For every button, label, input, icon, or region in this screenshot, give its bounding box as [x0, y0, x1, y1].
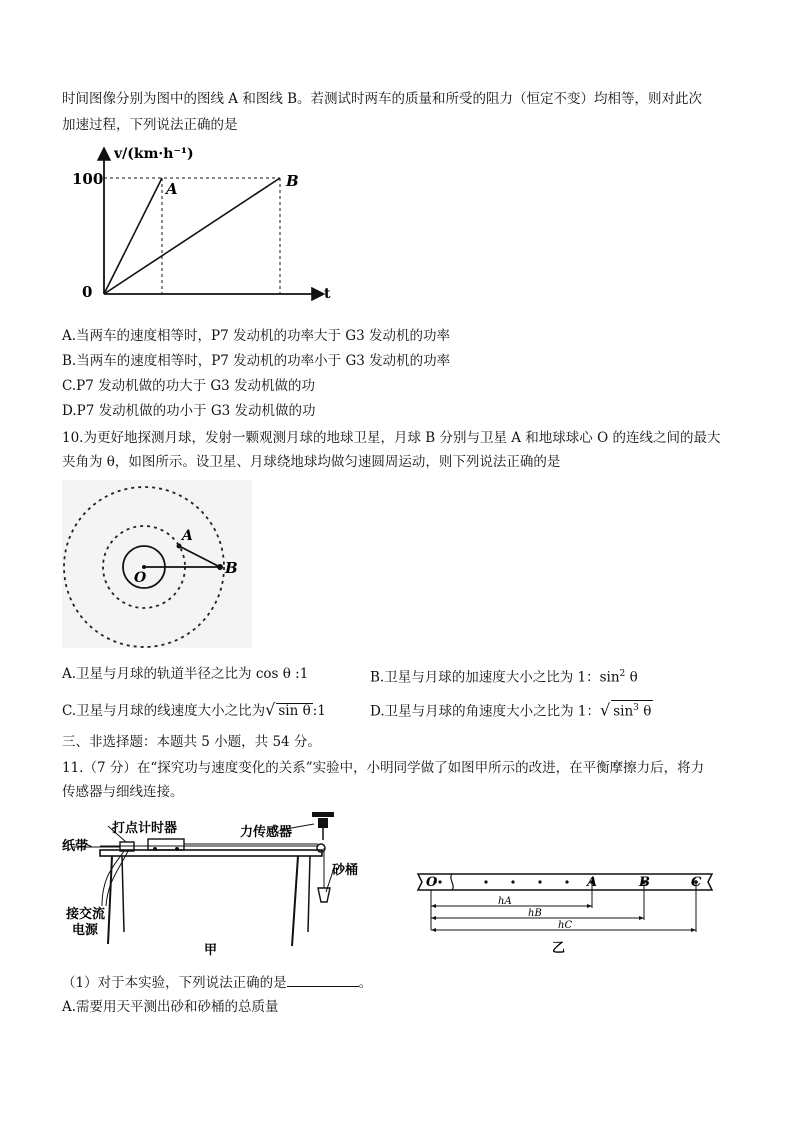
label-o: O: [134, 570, 147, 586]
table-leg-2: [122, 856, 124, 932]
tape-label-c: C: [691, 875, 702, 890]
y-tick-100: 100: [72, 170, 104, 188]
tape-label-hc: hC: [558, 920, 573, 931]
line-a-label: A: [166, 180, 178, 198]
q11-line-1: 11.（7 分）在“探究功与速度变化的关系”实验中，小明同学做了如图甲所示的改进，在平衡摩擦力后，将力: [62, 760, 705, 776]
q10-option-d: D.卫星与月球的角速度大小之比为 1：√ $\sin^3 \theta$: [370, 700, 652, 720]
label-b: B: [225, 559, 238, 577]
q10-option-a: A.卫星与月球的轨道半径之比为 cos θ :1: [62, 666, 309, 682]
intro-line-2: 加速过程，下列说法正确的是: [62, 117, 238, 133]
q10-option-c: C.卫星与月球的线速度大小之比为√ sin θ :1: [62, 700, 326, 719]
line-b-label: B: [286, 172, 299, 190]
line-a: [104, 178, 162, 294]
label-power-1: 接交流: [66, 907, 106, 922]
y-axis-label: v/(km·h⁻¹): [114, 146, 194, 162]
label-timer: 打点计时器: [112, 821, 178, 836]
origin-label: 0: [82, 283, 93, 301]
point-b: [217, 564, 223, 570]
point-o: [142, 565, 146, 569]
q11-sub-1: （1）对于本实验，下列说法正确的是 。: [62, 972, 372, 993]
velocity-time-graph: [70, 138, 350, 308]
tape-label-a: A: [587, 875, 598, 890]
tape-body: [418, 874, 712, 890]
sensor-box: [318, 818, 328, 828]
intro-line-1: 时间图像分别为图中的图线 A 和图线 B。若测试时两车的质量和所受的阻力（恒定不变）均相等，则对此次: [62, 91, 703, 107]
paper-tape-diagram: [412, 866, 718, 958]
line-b: [104, 178, 280, 294]
apparatus-diagram: [62, 806, 372, 958]
label-power-2: 电源: [72, 923, 99, 938]
q11-line-2: 传感器与细线连接。: [62, 784, 184, 800]
x-axis-label: t: [324, 286, 331, 302]
q9-option-c: C.P7 发动机做的功大于 G3 发动机做的功: [62, 378, 316, 394]
caption-yi: 乙: [552, 941, 566, 956]
q10-line-2: 夹角为 θ，如图所示。设卫星、月球绕地球均做匀速圆周运动，则下列说法正确的是: [62, 454, 561, 470]
table-leg-3: [292, 856, 298, 946]
q9-option-a: A.当两车的速度相等时，P7 发动机的功率大于 G3 发动机的功率: [62, 328, 450, 344]
answer-blank[interactable]: [287, 972, 359, 987]
label-a: A: [182, 528, 193, 544]
q10-line-1: 10.为更好地探测月球，发射一颗观测月球的地球卫星，月球 B 分别与卫星 A 和地球球心 O 的连线之间的最大: [62, 430, 721, 446]
tape-label-ha: hA: [498, 896, 512, 907]
q9-option-d: D.P7 发动机做的功小于 G3 发动机做的功: [62, 403, 316, 419]
label-sensor: 力传感器: [240, 825, 293, 840]
q9-option-b: B.当两车的速度相等时，P7 发动机的功率小于 G3 发动机的功率: [62, 353, 451, 369]
tape-label-o: O: [426, 875, 438, 890]
section-3-title: 三、非选择题：本题共 5 小题，共 54 分。: [62, 734, 321, 750]
caption-jia: 甲: [204, 943, 218, 958]
ceiling-plate: [312, 812, 334, 817]
q11-option-a: A.需要用天平测出砂和砂桶的总质量: [62, 999, 279, 1015]
label-bucket: 砂桶: [332, 863, 359, 878]
label-tape: 纸带: [62, 839, 89, 854]
table-leg-4: [308, 856, 310, 932]
bucket: [318, 888, 330, 902]
orbit-diagram: [62, 480, 252, 648]
tape-label-hb: hB: [528, 908, 542, 919]
q10-option-b: B.卫星与月球的加速度大小之比为 1：$\sin^2 \theta$: [370, 669, 638, 686]
point-a: [177, 544, 182, 549]
tape-label-b: B: [639, 875, 650, 890]
